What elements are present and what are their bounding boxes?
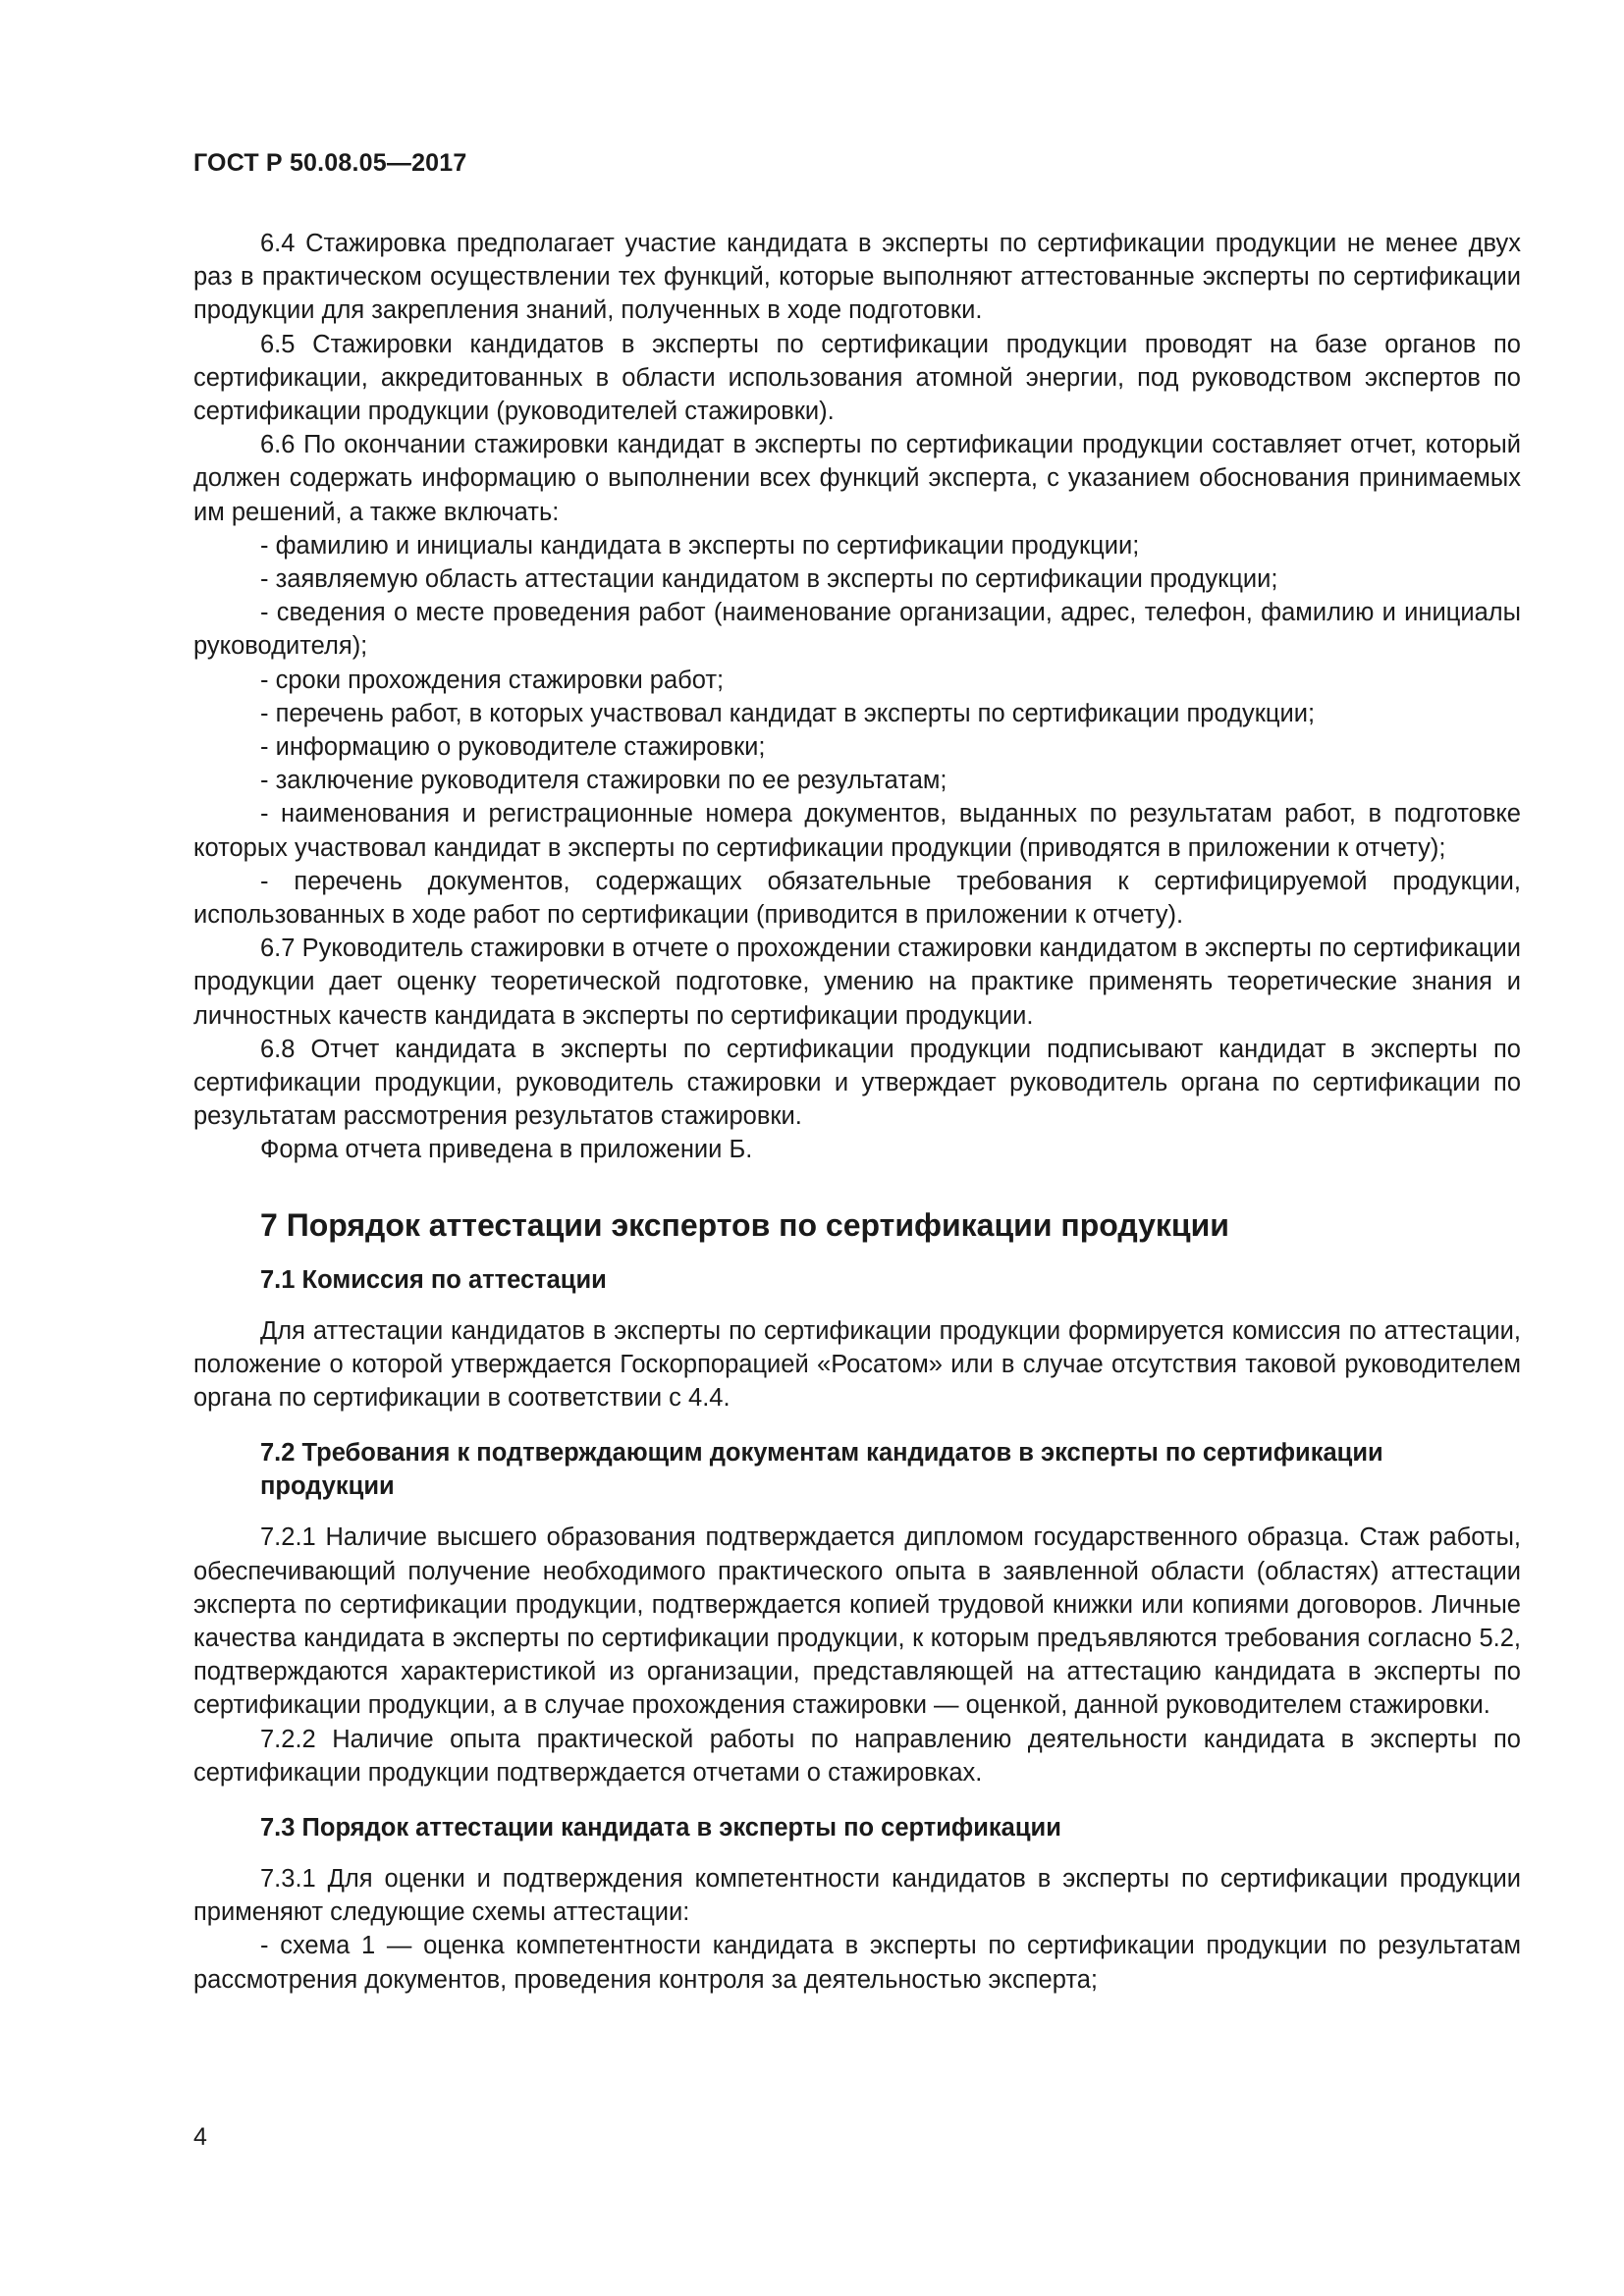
document-header: ГОСТ Р 50.08.05—2017 xyxy=(193,149,467,177)
paragraph-6-4: 6.4 Стажировка предполагает участие кандидата в эксперты по сертификации продукции не менее двух раз в практическом осуществлении тех функций, которые выполняют аттестованные эксперты по сертификации продукции для закрепления знаний, полученных в ходе подготовки. xyxy=(193,230,1521,325)
list-item: - сведения о месте проведения работ (наименование организации, адрес, телефон, фамилию и инициалы руководителя); xyxy=(193,599,1521,661)
list-item: - фамилию и инициалы кандидата в эксперты по сертификации продукции; xyxy=(260,531,1140,560)
paragraph-6-5: 6.5 Стажировки кандидатов в эксперты по сертификации продукции проводят на базе органов по сертификации, аккредитованных в области использования атомной энергии, под руководством экспертов по сертификации продукции (руководителей стажировки). xyxy=(193,330,1521,426)
paragraph-7-2-2: 7.2.2 Наличие опыта практической работы по направлению деятельности кандидата в эксперты по сертификации продукции подтверждается отчетами о стажировках. xyxy=(193,1725,1521,1787)
list-item: - перечень работ, в которых участвовал кандидат в эксперты по сертификации продукции; xyxy=(260,699,1316,727)
list-item: - заключение руководителя стажировки по ее результатам; xyxy=(260,767,947,795)
subsection-7-3-heading: 7.3 Порядок аттестации кандидата в эксперты по сертификации xyxy=(260,1813,1061,1842)
paragraph-7-3-1: 7.3.1 Для оценки и подтверждения компетентности кандидатов в эксперты по сертификации продукции применяют следующие схемы аттестации: xyxy=(193,1864,1521,1927)
section-7-heading: 7 Порядок аттестации экспертов по сертификации продукции xyxy=(260,1206,1229,1243)
list-item: - сроки прохождения стажировки работ; xyxy=(260,666,725,694)
paragraph-6-8: 6.8 Отчет кандидата в эксперты по сертификации продукции подписывают кандидат в эксперты по сертификации продукции, руководитель стажировки и утверждает руководитель органа по сертификации по результатам рассмотрения результатов стажировки. xyxy=(193,1035,1521,1131)
paragraph-form-note: Форма отчета приведена в приложении Б. xyxy=(260,1136,753,1164)
list-item: - информацию о руководителе стажировки; xyxy=(260,733,766,762)
list-item: - заявляемую область аттестации кандидатом в эксперты по сертификации продукции; xyxy=(260,565,1278,594)
paragraph-6-6: 6.6 По окончании стажировки кандидат в эксперты по сертификации продукции составляет отчет, который должен содержать информацию о выполнении всех функций эксперта, с указанием обоснования принимаемых им решений, а также включать: xyxy=(193,431,1521,526)
page-number: 4 xyxy=(193,2123,207,2151)
document-body xyxy=(193,227,1521,1997)
paragraph-7-1: Для аттестации кандидатов в эксперты по сертификации продукции формируется комиссия по аттестации, положение о которой утверждается Госкорпорацией «Росатом» или в случае отсутствия таковой руководителем органа по сертификации в соответствии с 4.4. xyxy=(193,1316,1521,1413)
paragraph-6-7: 6.7 Руководитель стажировки в отчете о прохождении стажировки кандидатом в эксперты по сертификации продукции дает оценку теоретической подготовке, умению на практике применять теоретические знания и личностных качеств кандидата в эксперты по сертификации продукции. xyxy=(193,934,1521,1030)
subsection-7-1-heading: 7.1 Комиссия по аттестации xyxy=(260,1265,607,1294)
paragraph-7-2-1: 7.2.1 Наличие высшего образования подтверждается дипломом государственного образца. Стаж работы, обеспечивающий получение необходимого практического опыта в заявленной области (областях) аттестации эксперта по сертификации продукции, подтверждается копией трудовой книжки или копиями договоров. Личные качества кандидата в эксперты по сертификации продукции, к которым предъявляются требования согласно 5.2, подтверждаются характеристикой из организации, представляющей на аттестацию кандидата в эксперты по сертификации продукции, а в случае прохождения стажировки — оценкой, данной руководителем стажировки. xyxy=(193,1523,1521,1720)
subsection-7-2-heading: 7.2 Требования к подтверждающим документам кандидатов в эксперты по сертификации продукции xyxy=(260,1439,1383,1501)
list-item: - перечень документов, содержащих обязательные требования к сертифицируемой продукции, использованных в ходе работ по сертификации (приводится в приложении к отчету). xyxy=(193,867,1521,930)
list-item: - схема 1 — оценка компетентности кандидата в эксперты по сертификации продукции по результатам рассмотрения документов, проведения контроля за деятельностью эксперта; xyxy=(193,1932,1521,1994)
list-item: - наименования и регистрационные номера документов, выданных по результатам работ, в подготовке которых участвовал кандидат в эксперты по сертификации продукции (приводятся в приложении к отчету); xyxy=(193,800,1521,862)
